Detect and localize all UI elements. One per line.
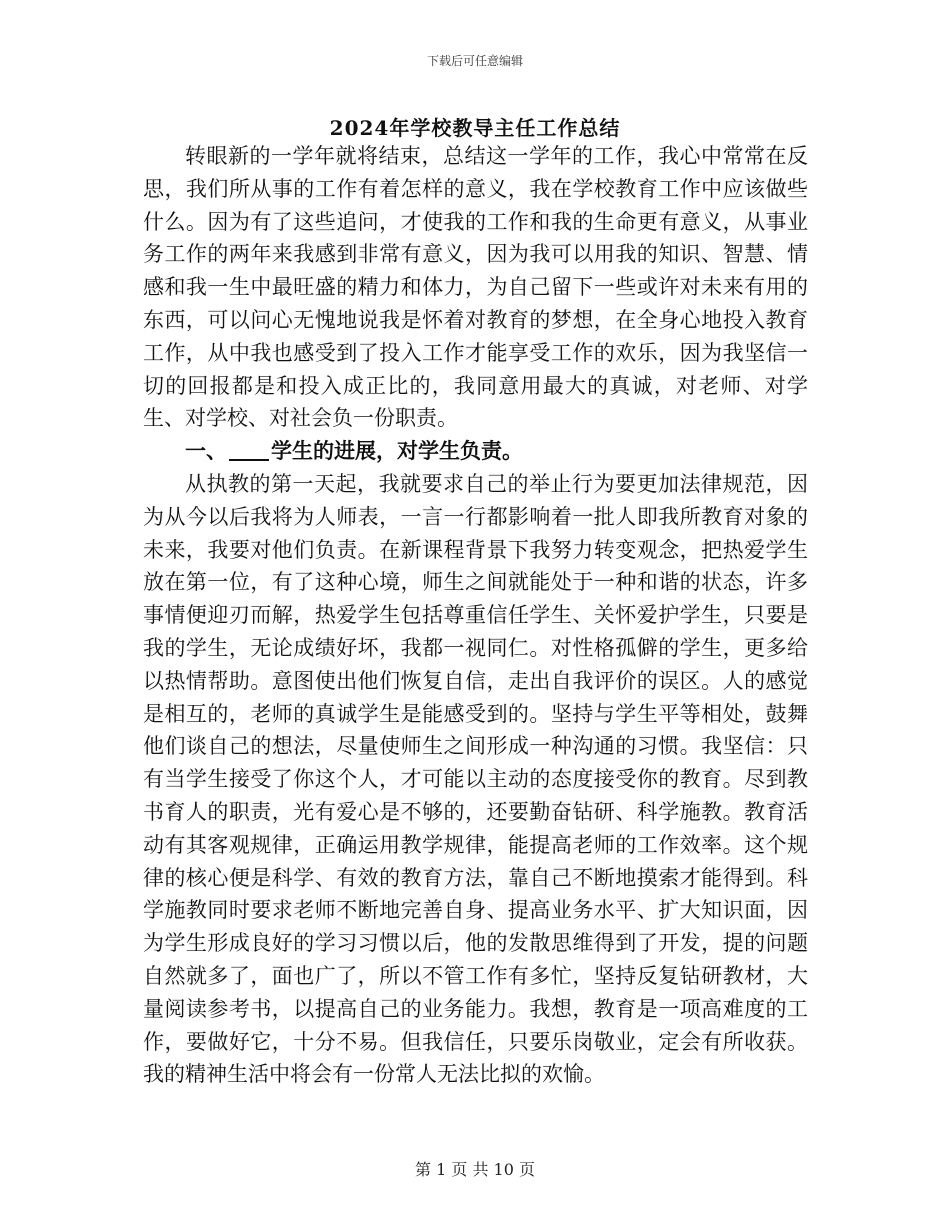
- section-number: 一、: [185, 438, 227, 464]
- document-title: 2024年学校教导主任工作总结: [329, 116, 621, 140]
- document-body: [143, 140, 808, 1091]
- section-heading-text: 学生的进展，对学生负责。: [271, 438, 523, 464]
- section-heading: [143, 435, 808, 468]
- page-footer: 第 1 页 共 10 页: [415, 1160, 535, 1179]
- header-note: 下载后可任意编辑: [426, 54, 523, 68]
- fill-in-blank: [229, 439, 269, 461]
- intro-paragraph: 转眼新的一学年就将结束，总结这一学年的工作，我心中常常在反思，我们所从事的工作有着怎样的意义，我在学校教育工作中应该做些什么。因为有了这些追问，才使我的工作和我的生命更有意义，从事业务工作的两年来我感到非常有意义，因为我可以用我的知识、智慧、情感和我一生中最旺盛的精力和体力，为自己留下一些或许对未来有用的东西，可以问心无愧地说我是怀着对教育的梦想，在全身心地投入教育工作，从中我也感受到了投入工作才能享受工作的欢乐，因为我坚信一切的回报都是和投入成正比的，我同意用最大的真诚，对老师、对学生、对学校、对社会负一份职责。: [143, 144, 808, 431]
- section-body-paragraph: 从执教的第一天起，我就要求自己的举止行为要更加法律规范，因为从今以后我将为人师表，一言一行都影响着一批人即我所教育对象的未来，我要对他们负责。在新课程背景下我努力转变观念，把热爱学生放在第一位，有了这种心境，师生之间就能处于一种和谐的状态，许多事情便迎刃而解，热爱学生包括尊重信任学生、关怀爱护学生，只要是我的学生，无论成绩好坏，我都一视同仁。对性格孤僻的学生，更多给以热情帮助。意图使出他们恢复自信，走出自我评价的误区。人的感觉是相互的，老师的真诚学生是能感受到的。坚持与学生平等相处，鼓舞他们谈自己的想法，尽量使师生之间形成一种沟通的习惯。我坚信：只有当学生接受了你这个人，才可能以主动的态度接受你的教育。尽到教书育人的职责，光有爱心是不够的，还要勤奋钻研、科学施教。教育活动有其客观规律，正确运用教学规律，能提高老师的工作效率。这个规律的核心便是科学、有效的教育方法，靠自己不断地摸索才能得到。科学施教同时要求老师不断地完善自身、提高业务水平、扩大知识面，因为学生形成良好的学习习惯以后，他的发散思维得到了开发，提的问题自然就多了，面也广了，所以不管工作有多忙，坚持反复钻研教材，大量阅读参考书，以提高自己的业务能力。我想，教育是一项高难度的工作，要做好它，十分不易。但我信任，只要乐岗敬业，定会有所收获。我的精神生活中将会有一份常人无法比拟的欢愉。: [143, 471, 808, 1087]
